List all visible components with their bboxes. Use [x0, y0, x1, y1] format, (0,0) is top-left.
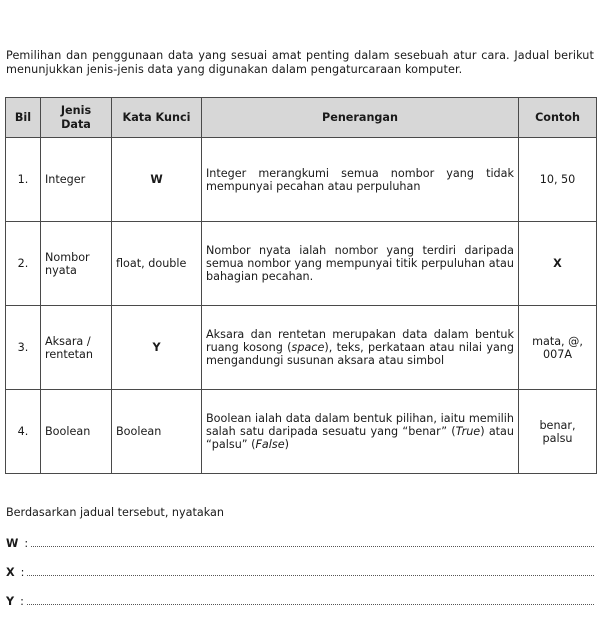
data-types-table [5, 97, 597, 474]
answer-colon: : [20, 566, 25, 579]
table-row [6, 222, 597, 306]
cell-penerangan: Nombor nyata ialah nombor yang terdiri daripada semua nombor yang mempunyai titik perpuluhan atau bahagian pecahan. [202, 222, 519, 306]
cell-bil: 1. [6, 138, 41, 222]
cell-contoh: benar, palsu [519, 390, 597, 474]
header-penerangan: Penerangan [202, 98, 519, 138]
header-bil: Bil [6, 98, 41, 138]
cell-contoh: X [519, 222, 597, 306]
answer-blank[interactable] [31, 537, 594, 547]
answer-colon: : [20, 595, 24, 608]
answer-line-x[interactable] [6, 566, 594, 579]
cell-penerangan: Aksara dan rentetan merupakan data dalam bentuk ruang kosong (space), teks, perkataan atau nilai yang mengandungi susunan aksara atau simbol [202, 306, 519, 390]
header-jenis-data: Jenis Data [41, 98, 112, 138]
answer-blank[interactable] [27, 595, 594, 605]
table-row [6, 306, 597, 390]
cell-contoh: mata, @, 007A [519, 306, 597, 390]
cell-kata-kunci: W [112, 138, 202, 222]
cell-jenis: Integer [41, 138, 112, 222]
cell-contoh: 10, 50 [519, 138, 597, 222]
cell-penerangan: Boolean ialah data dalam bentuk pilihan, iaitu memilih salah satu daripada sesuatu yang “benar” (True) atau “palsu” (False) [202, 390, 519, 474]
question-prompt: Berdasarkan jadual tersebut, nyatakan [6, 506, 224, 519]
cell-kata-kunci: float, double [112, 222, 202, 306]
header-kata-kunci: Kata Kunci [112, 98, 202, 138]
answer-line-w[interactable] [6, 537, 594, 550]
intro-text: Pemilihan dan penggunaan data yang sesuai amat penting dalam sesebuah atur cara. Jadual berikut menunjukkan jenis-jenis data yang digunakan dalam pengaturcaraan komputer. [6, 49, 594, 77]
cell-jenis: Aksara / rentetan [41, 306, 112, 390]
header-contoh: Contoh [519, 98, 597, 138]
answer-label: Y [6, 595, 15, 608]
cell-penerangan: Integer merangkumi semua nombor yang tidak mempunyai pecahan atau perpuluhan [202, 138, 519, 222]
cell-jenis: Nombor nyata [41, 222, 112, 306]
table-row [6, 138, 597, 222]
cell-jenis: Boolean [41, 390, 112, 474]
answer-colon: : [24, 537, 29, 550]
table-header-row [6, 98, 597, 138]
cell-bil: 3. [6, 306, 41, 390]
answer-label: W [6, 537, 19, 550]
table-row [6, 390, 597, 474]
answer-blank[interactable] [27, 566, 594, 576]
answer-line-y[interactable] [6, 595, 594, 608]
cell-bil: 4. [6, 390, 41, 474]
cell-kata-kunci: Y [112, 306, 202, 390]
answer-label: X [6, 566, 15, 579]
cell-bil: 2. [6, 222, 41, 306]
cell-kata-kunci: Boolean [112, 390, 202, 474]
